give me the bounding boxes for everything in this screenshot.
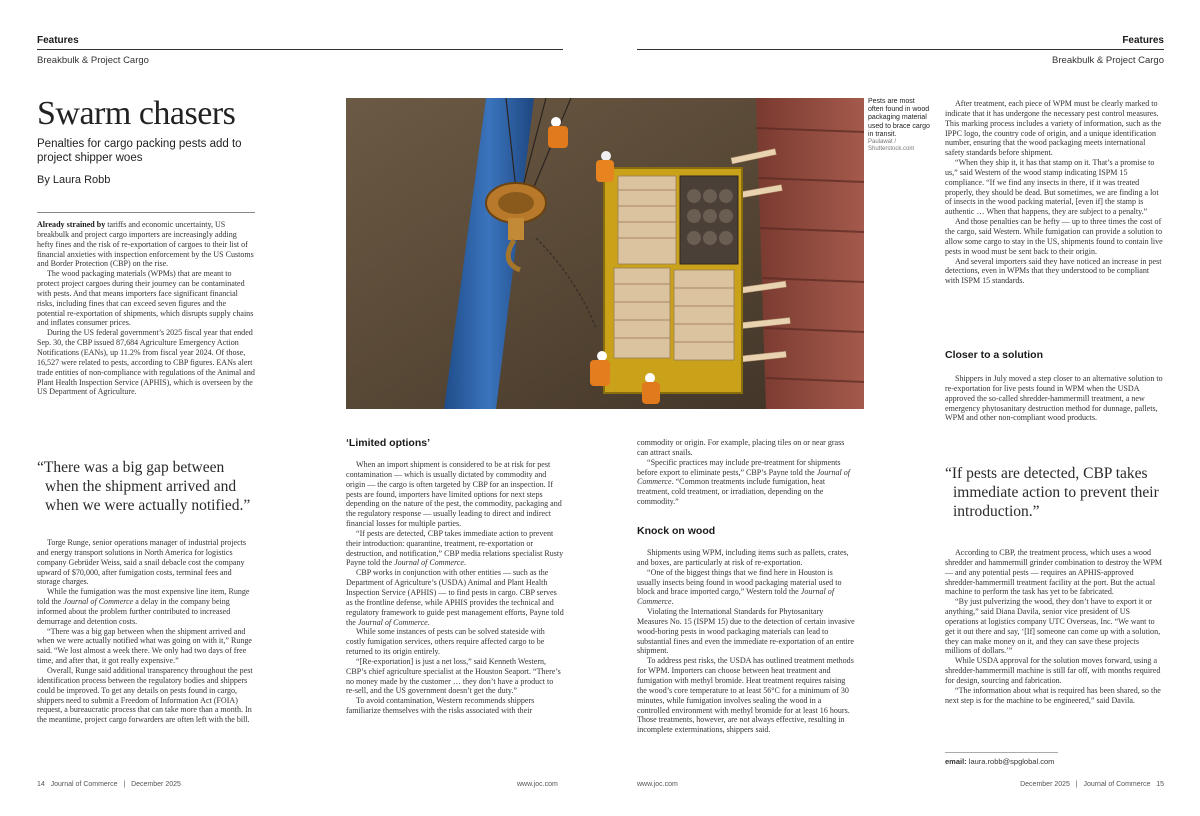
- column-4-top: [945, 99, 1163, 286]
- paragraph-text: “One of the biggest things that we find here in Houston is usually insects being found in wood packaging material used to block and brace imported cargo,” Western told the: [637, 567, 842, 597]
- pull-quote-1: [37, 458, 259, 515]
- paragraph-text: “Specific practices may include pre-treatment for shipments before export to eliminate pests,” CBP’s Payne told the: [637, 457, 841, 477]
- email-link[interactable]: laura.robb@spglobal.com: [968, 757, 1055, 766]
- column-3-top: [637, 438, 855, 507]
- subsection-label-right: Breakbulk & Project Cargo: [1052, 55, 1164, 66]
- article-subtitle: Penalties for cargo packing pests add to project shipper woes: [37, 138, 242, 164]
- paragraph: “When they ship it, it has that stamp on it. That’s a promise to us,” said Western of the wood stamp indicating ISPM 15 compliance. “If we find any insects in there, if it was treated properly, they should be dead. But sometimes, we are finding a lot of insects in the wood packing material, [even if] the stamp is authentic … When that happens, they are subject to a penalty.”: [945, 158, 1159, 217]
- publication-name: Journal of Commerce: [357, 617, 428, 627]
- column-4-bottom: [945, 548, 1163, 706]
- paragraph: Shippers in July moved a step closer to an alternative solution to re-exportation for live pests found in WPM when the USDA approved the so-called shredder-hammermill treatment, a new emergency phytosanitary destruction method for dunnage, pallets, WPM and other non-compliant wood products.: [945, 374, 1163, 423]
- paragraph-text: .: [427, 617, 430, 627]
- publication-name: Journal of Commerce: [63, 597, 134, 607]
- byline-rule: [37, 212, 255, 213]
- paragraph: When an import shipment is considered to be at risk for pest contamination — which is usually dictated by commodity and origin — the cargo is often targeted by CBP for an inspection. If pests are found, importers have limited options for next steps depending on the nature of the pest, the commodity, packaging and the regulatory response — usually leading to direct and indirect financial losses for multiple parties.: [346, 460, 562, 529]
- header-rule-right: [637, 49, 1164, 50]
- publication-name: Journal of Commerce: [394, 558, 464, 568]
- paragraph: “The information about what is required has been shared, so the next step is for the machine to be engineered,” said Davila.: [945, 685, 1161, 705]
- paragraph: To avoid contamination, Western recommends shippers familiarize themselves with the risks associated with their: [346, 696, 535, 716]
- paragraph: “By just pulverizing the wood, they don’t have to export it or anything,” said Diana Davila, senior vice president of US operations at logistics company UTC Overseas, Inc. “We want to get it out there and say, ‘[If] someone can come up with a solution, they can make money on it, and they can save these projects millions of dollars.’”: [945, 597, 1161, 656]
- paragraph: While some instances of pests can be solved stateside with costly fumigation services, others require affected cargo to be returned to its origin entirely.: [346, 627, 545, 657]
- column-2: [346, 460, 564, 716]
- paragraph: “[Re-exportation] is just a net loss,” said Kenneth Western, CBP’s chief agriculture specialist at the Houston Seaport. “There’s no money made by the customer … they don’t have a product to re-sell, and the US government doesn’t get the duty.”: [346, 656, 561, 696]
- pull-quote-2: [945, 464, 1167, 521]
- paragraph: Violating the International Standards for Phytosanitary Measures No. 15 (ISPM 15) due to the detection of certain invasive wood-boring pests in wood packaging materials can lead to substantial fines and even the immediate re-exportation of an entire shipment.: [637, 607, 855, 656]
- paragraph: tariffs and economic uncertainty, US breakbulk and project cargo importers are increasingly adding hefty fines and the risk of re-exportation of cargoes to their list of financial anxieties with inspection enforcement by the US Customs and Border Protection (CBP) on the rise.: [37, 220, 254, 269]
- paragraph: To address pest risks, the USDA has outlined treatment methods for WPM. Importers can choose between heat treatment and fumigation with methyl bromide. Heat treatment requires raising the wood’s core temperature to at least 56°C for a minimum of 30 minutes, while fumigation involves sealing the wood in a controlled environment with methyl bromide for at least 16 hours. Those treatments, however, are not always effective, resulting in incomplete exterminations, shippers said.: [637, 656, 854, 735]
- paragraph: And several importers said they have noticed an increase in pest detections, even in WPMs that they understood to be compliant with ISPM 15 standards.: [945, 256, 1162, 286]
- issue-date: December 2025: [1020, 781, 1070, 788]
- publication-name: Journal of Commerce: [637, 467, 850, 487]
- quote-line: when the shipment arrived and when we were actually notified.”: [45, 478, 251, 514]
- email-label: email:: [945, 757, 967, 766]
- paragraph-text: .: [671, 597, 674, 607]
- publication-name: Journal of Commerce: [50, 781, 118, 788]
- column-1-bottom: [37, 538, 255, 725]
- page-number: 15: [1156, 781, 1164, 788]
- column-1-top: [37, 220, 255, 397]
- paragraph: The wood packaging materials (WPMs) that are meant to protect project cargoes during their journey can be contaminated with pests. And that means importers face significant financial risks, including fines that can exceed seven figures and the potential re-exportation of shipments, which disrupts supply chains and inflates consumer prices.: [37, 269, 254, 328]
- column-4-mid: [945, 374, 1163, 423]
- paragraph: During the US federal government’s 2025 fiscal year that ended Sep. 30, the CBP issued 87,684 Agriculture Emergency Action Notifications (EANs), up 11.2% from fiscal year 2024. Of those, 16,527 were related to pests, according to CBP figures. EANs alert trade entities of non-compliance with regulations of the Animal and Plant Health Inspection Service (APHIS), which is overseen by the US Department of Agriculture.: [37, 328, 255, 397]
- paragraph-text: CBP works in conjunction with other entities — such as the Department of Agriculture’s (USDA) Animal and Plant Health Inspection Service (APHIS) — to find pests in cargo. CBP serves as the frontline defense, while APHIS provides the technical and regulatory framework to guide pest management efforts, Payne told the: [346, 568, 564, 627]
- email-rule: [945, 752, 1058, 753]
- publication-name: Journal of Commerce: [637, 587, 835, 607]
- footer-url-right[interactable]: www.joc.com: [637, 781, 678, 788]
- quote-line: “If pests are detected, CBP takes: [945, 465, 1148, 482]
- paragraph: Shipments using WPM, including items such as pallets, crates, and boxes, are particularly at risk of re-exportation.: [637, 548, 849, 567]
- paragraph: commodity or origin. For example, placing tiles on or near grass can attract snails.: [637, 438, 845, 457]
- publication-name: Journal of Commerce: [1083, 781, 1151, 788]
- page-number: 14: [37, 781, 45, 788]
- section-label-right: Features: [1122, 35, 1164, 46]
- paragraph: Torge Runge, senior operations manager of industrial projects and energy transport solutions in North America for logistics company Gebrüder Weiss, said a snail debacle cost the company upward of $70,000, after fumigation costs, terminal fees and storage charges.: [37, 538, 247, 587]
- paragraph: After treatment, each piece of WPM must be clearly marked to indicate that it has undergone the necessary pest control measures. This marking process includes a variety of information, such as the IPPC logo, the country code of origin, and a unique identification number, ensuring that the wood packaging meets international safety standards before shipment.: [945, 99, 1162, 158]
- photo-caption: [868, 98, 932, 153]
- quote-line: immediate action to prevent their introduction.”: [953, 484, 1159, 520]
- paragraph-text: a delay in the company being informed about the problem further contributed to increased demurrage and detention costs.: [37, 597, 231, 626]
- separator: |: [123, 781, 126, 788]
- paragraph: Overall, Runge said additional transparency throughout the pest identification process between the regulatory bodies and shippers could be improved. To get any details on pests found in cargo, shippers need to submit a Freedom of Information Act (FOIA) request, a bureaucratic process that can take more than a month. In the meantime, project cargo forwarders are often left with the bill.: [37, 665, 253, 725]
- header-rule-left: [37, 49, 563, 50]
- column-3-bottom: [637, 548, 855, 735]
- paragraph-text: While the fumigation was the most expensive line item, Runge told the: [37, 587, 250, 607]
- footer-right: [1020, 781, 1164, 788]
- paragraph: And those penalties can be hefty — up to three times the cost of the cargo, said Western. While fumigation can provide a solution to allow some cargo to stay in the US, shipments found to contain live pests in wood must be sent back to their origin.: [945, 217, 1163, 256]
- paragraph-text: “If pests are detected, CBP takes immediate action to prevent their introduction: quarantine, treatment, re-exportation or destruction, and notification,” CBP media relations specialist Rusty Payne told the: [346, 528, 564, 568]
- paragraph-text: . “Common treatments include fumigation, heat treatment, cold treatment, or irradiation, depending on the commodity.”: [637, 477, 826, 507]
- footer-left: [37, 781, 181, 788]
- section-label-left: Features: [37, 35, 79, 46]
- paragraph: According to CBP, the treatment process, which uses a wood shredder and hammermill grinder combination to destroy the WPM — and any potential pests — requires an APHIS-approved shredder-hammermill treatment facility at the port. But the actual machine to perform the task has yet to be fabricated.: [945, 548, 1163, 597]
- lead-in: Already strained by: [37, 220, 106, 229]
- separator: |: [1075, 781, 1078, 788]
- paragraph: While USDA approval for the solution moves forward, using a shredder-hammermill machine is still far off, with months required for design, sourcing and fabrication.: [945, 656, 1161, 685]
- quote-line: “There was a big gap between: [37, 459, 225, 476]
- section-heading-closer-to-a-solution: Closer to a solution: [945, 349, 1044, 361]
- paragraph: “There was a big gap between when the shipment arrived and when we were actually notified what was going on with it,” Runge said. “We lost almost a week there. We only had two days of free time, and after that, it got really expensive.”: [37, 626, 252, 666]
- footer-url-left[interactable]: www.joc.com: [517, 781, 558, 788]
- section-heading-knock-on-wood: Knock on wood: [637, 525, 716, 537]
- section-heading-limited-options: ‘Limited options’: [346, 437, 430, 449]
- photo-credit: Paulawat / Shutterstock.com: [868, 139, 915, 153]
- author-email: [945, 757, 1054, 766]
- cargo-hold-photo: [346, 98, 864, 409]
- article-title: Swarm chasers: [37, 95, 236, 132]
- byline: By Laura Robb: [37, 174, 111, 186]
- caption-text: Pests are most often found in wood packaging material used to brace cargo in transit.: [868, 98, 930, 138]
- issue-date: December 2025: [131, 781, 181, 788]
- subsection-label-left: Breakbulk & Project Cargo: [37, 55, 149, 66]
- paragraph-text: .: [463, 558, 466, 568]
